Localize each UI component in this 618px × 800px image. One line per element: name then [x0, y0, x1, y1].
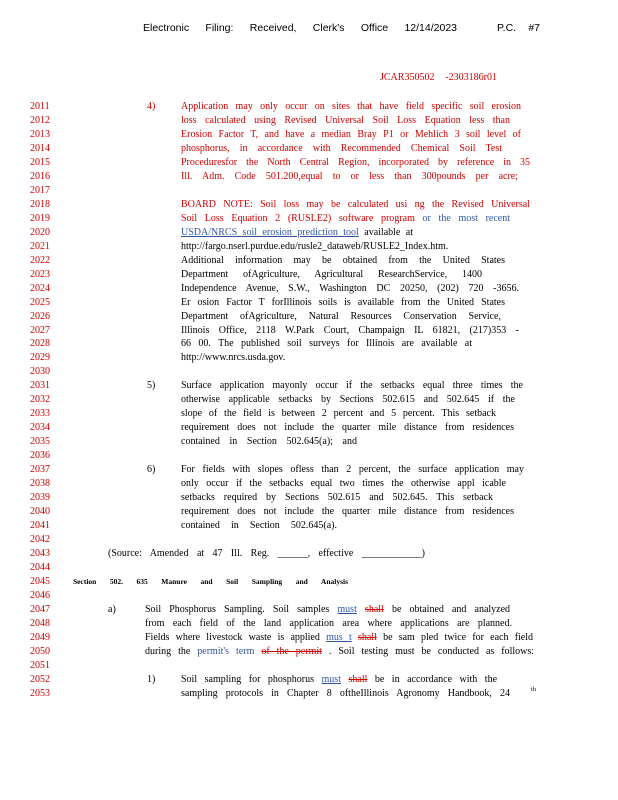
- amended-text: Proceduresfor the North Central Region, incorporated by reference in 35: [181, 156, 530, 168]
- filing-stamp: Electronic Filing: Received, Clerk's Office 12/14/2023: [143, 22, 457, 34]
- text-segment: For fields with slopes ofless than 2 percent, the surface application may: [181, 464, 524, 476]
- line-number: 2021: [30, 240, 50, 252]
- line-number: 2012: [30, 114, 50, 126]
- text-segment: requirement does not include the quarter mile distance from residences: [181, 422, 514, 434]
- text-segment: http://www.nrcs.usda.gov.: [181, 352, 286, 364]
- document-line: [0, 435, 618, 449]
- text-segment: . Soil testing must be conducted as follows:: [328, 645, 535, 657]
- deleted-text: shall: [364, 603, 384, 615]
- document-line: [0, 421, 618, 435]
- text-line: [181, 156, 530, 170]
- document-line: [0, 379, 618, 393]
- blank-line: [0, 659, 618, 673]
- pc-number: P.C. #7: [497, 22, 540, 34]
- document-line: [0, 114, 618, 128]
- document-line: [0, 282, 618, 296]
- text-segment: requirement does not include the quarter mile distance from residences: [181, 506, 514, 518]
- line-number: 2023: [30, 268, 50, 280]
- amended-text: phosphorus, in accordance with Recommended Chemical Soil Test: [181, 142, 502, 154]
- inserted-text: mus t: [326, 631, 352, 643]
- text-segment: be obtained and analyzed: [391, 603, 511, 615]
- line-number: 2022: [30, 254, 50, 266]
- text-segment: Independence Avenue, S.W., Washington DC 20250, (202) 720 -3656.: [181, 282, 519, 294]
- text-line: [181, 100, 521, 114]
- document-line: [0, 240, 618, 254]
- document-line: [0, 212, 618, 226]
- text-segment: http://fargo.nserl.purdue.edu/rusle2_dataweb/RUSLE2_Index.htm.: [181, 240, 449, 252]
- board-note-line: [181, 198, 530, 212]
- document-line: [0, 505, 618, 519]
- line-number: 2053: [30, 687, 50, 699]
- text-segment: only occur if the setbacks equal two times the otherwise appl icable: [181, 478, 506, 490]
- text-line: [145, 617, 512, 631]
- source-note: [108, 547, 425, 561]
- document-line: [0, 324, 618, 338]
- inserted-text: must: [321, 673, 341, 685]
- document-line: [0, 603, 618, 617]
- text-segment: otherwise applicable setbacks by Sections 502.615 and 502.645 if the: [181, 394, 515, 406]
- line-number: 2034: [30, 422, 50, 434]
- deleted-text: shall: [348, 673, 368, 685]
- inserted-text: must: [337, 603, 357, 615]
- text-segment: slope of the field is between 2 percent and 5 percent. This setback: [181, 408, 496, 420]
- text-line: [181, 421, 514, 435]
- line-number: 2031: [30, 380, 50, 392]
- text-line: [181, 128, 521, 142]
- line-number: 2011: [30, 101, 50, 112]
- text-segment: 66 00. The published soil surveys for Illinois are available at: [181, 338, 472, 350]
- text-segment: Additional information may be obtained from the United States: [181, 254, 505, 266]
- line-number: 2024: [30, 282, 50, 294]
- document-line: [0, 296, 618, 310]
- line-number: 2050: [30, 645, 50, 657]
- text-line: [181, 687, 510, 701]
- text-segment: be sam pled twice for each field: [383, 631, 534, 643]
- amended-text: Erosion Factor T, and have a median Bray P1 or Mehlich 3 soil level of: [181, 128, 521, 140]
- document-line: [0, 477, 618, 491]
- line-number: 2032: [30, 394, 50, 406]
- document-line: [0, 198, 618, 212]
- line-number: 2037: [30, 464, 50, 476]
- text-line: [181, 477, 506, 491]
- line-number: 2036: [30, 450, 50, 462]
- text-segment: sampling protocols in Chapter 8 oftheIllinois Agronomy Handbook, 24: [181, 687, 510, 699]
- line-number: 2039: [30, 492, 50, 504]
- text-segment: Section 502. 635 Manure and Soil Sampling and Analysis: [73, 576, 348, 586]
- line-number: 2025: [30, 296, 50, 308]
- document-line: [0, 519, 618, 533]
- document-line: [0, 226, 618, 240]
- line-number: 2029: [30, 352, 50, 364]
- line-number: 2051: [30, 659, 50, 671]
- blank-line: [0, 449, 618, 463]
- document-line: [0, 254, 618, 268]
- text-line: [181, 282, 519, 296]
- text-segment: Soil Phosphorus Sampling. Soil samples: [145, 603, 330, 615]
- superscript-text: th: [531, 685, 537, 693]
- url-text: [181, 351, 285, 365]
- inserted-link-text: USDA/NRCS soil erosion prediction tool: [181, 226, 359, 238]
- inserted-text: permit's term: [197, 645, 255, 657]
- line-number: 2018: [30, 198, 50, 210]
- text-segment: Department ofAgriculture, Natural Resources Conservation Service,: [181, 310, 501, 322]
- document-line: [0, 310, 618, 324]
- text-segment: be in accordance with the: [374, 673, 498, 685]
- line-number: 2041: [30, 520, 50, 532]
- doc-code: JCAR350502 -2303186r01: [380, 72, 497, 83]
- text-segment: setbacks required by Sections 502.615 and 502.645. This setback: [181, 492, 493, 504]
- text-segment: during the: [145, 645, 191, 657]
- document-line: [0, 170, 618, 184]
- text-line: [181, 463, 524, 477]
- text-line: [181, 226, 413, 240]
- document-line: [0, 142, 618, 156]
- text-line: [181, 519, 337, 533]
- text-line: [181, 379, 523, 393]
- line-number: 2013: [30, 128, 50, 140]
- line-number: 2033: [30, 408, 50, 420]
- text-segment: (Source: Amended at 47 Ill. Reg. ______, effective ____________): [108, 548, 425, 559]
- text-segment: from each field of the land application area where applications are planned.: [145, 617, 512, 629]
- text-line: [181, 268, 482, 282]
- text-line: [181, 254, 505, 268]
- text-line: [181, 505, 514, 519]
- text-line: [181, 324, 519, 338]
- list-marker: 1): [147, 673, 156, 685]
- line-number: 2030: [30, 366, 50, 378]
- text-line: [145, 603, 510, 617]
- line-number: 2040: [30, 506, 50, 518]
- document-line: [0, 547, 618, 561]
- text-segment: contained in Section 502.645(a).: [181, 520, 337, 532]
- text-segment: Soil sampling for phosphorus: [181, 673, 315, 685]
- document-line: [0, 617, 618, 631]
- inserted-text: or the most recent: [422, 212, 511, 224]
- text-line: [145, 631, 533, 645]
- text-segment: Department ofAgriculture, Agricultural ResearchService, 1400: [181, 268, 482, 280]
- document-line: [0, 687, 618, 701]
- document-line: [0, 351, 618, 365]
- line-number: 2049: [30, 631, 50, 643]
- text-line: [181, 491, 493, 505]
- document-line: [0, 673, 618, 687]
- text-line: [181, 142, 502, 156]
- text-segment: Fields where livestock waste is applied: [145, 631, 320, 643]
- document-line: [0, 645, 618, 659]
- section-heading: [73, 575, 348, 589]
- amended-text: Soil Loss Equation 2 (RUSLE2) software program: [181, 212, 415, 224]
- text-segment: Er osion Factor T forIllinois soils is available from the United States: [181, 296, 505, 308]
- document-line: [0, 393, 618, 407]
- line-number: 2044: [30, 561, 50, 573]
- line-number: 2052: [30, 673, 50, 685]
- line-number: 2046: [30, 589, 50, 601]
- blank-line: [0, 365, 618, 379]
- text-line: [181, 337, 472, 351]
- document-line: [0, 268, 618, 282]
- text-line: [181, 435, 357, 449]
- document-line: [0, 575, 618, 589]
- line-number: 2015: [30, 156, 50, 168]
- line-number: 2043: [30, 548, 50, 559]
- line-number: 2035: [30, 436, 50, 448]
- url-text: [181, 240, 448, 254]
- text-line: [181, 296, 505, 310]
- document-line: [0, 463, 618, 477]
- blank-line: [0, 184, 618, 198]
- amended-text: Application may only occur on sites that have field specific soil erosion: [181, 101, 521, 112]
- line-number: 2016: [30, 170, 50, 182]
- line-number: 2028: [30, 338, 50, 350]
- document-line: [0, 407, 618, 421]
- text-segment: Illinois Office, 2118 W.Park Court, Champaign IL 61821, (217)353 -: [181, 324, 519, 336]
- amended-text: loss calculated using Revised Universal Soil Loss Equation less than: [181, 114, 510, 126]
- line-number: 2038: [30, 478, 50, 490]
- list-marker: 6): [147, 464, 156, 476]
- document-line: [0, 128, 618, 142]
- text-line: [181, 212, 510, 226]
- deleted-text: shall: [357, 631, 377, 643]
- blank-line: [0, 561, 618, 575]
- text-line: [181, 170, 518, 184]
- line-number: 2048: [30, 617, 50, 629]
- text-line: [181, 393, 515, 407]
- numbered-text-body: [0, 100, 618, 701]
- text-line: [181, 310, 501, 324]
- line-number: 2026: [30, 310, 50, 322]
- text-segment: Surface application mayonly occur if the setbacks equal three times the: [181, 380, 523, 392]
- line-number: 2047: [30, 603, 50, 615]
- line-number: 2020: [30, 226, 50, 238]
- text-line: [181, 114, 510, 128]
- amended-text: Ill. Adm. Code 501.200,equal to or less than 300pounds per acre;: [181, 170, 518, 182]
- line-number: 2027: [30, 324, 50, 336]
- line-number: 2014: [30, 142, 50, 154]
- blank-line: [0, 589, 618, 603]
- line-number: 2042: [30, 534, 50, 546]
- text-segment: contained in Section 502.645(a); and: [181, 436, 357, 448]
- text-line: [145, 645, 534, 659]
- text-line: [181, 407, 496, 421]
- amended-text: BOARD NOTE: Soil loss may be calculated usi ng the Revised Universal: [181, 198, 530, 210]
- list-marker: a): [108, 603, 116, 615]
- line-number: 2017: [30, 184, 50, 196]
- list-marker: 4): [147, 101, 156, 112]
- text-segment: available at: [364, 226, 413, 238]
- document-line: [0, 100, 618, 114]
- list-marker: 5): [147, 380, 156, 392]
- deleted-text: of the permit: [261, 645, 322, 657]
- blank-line: [0, 533, 618, 547]
- text-line: [181, 673, 497, 687]
- document-line: [0, 337, 618, 351]
- line-number: 2045: [30, 575, 50, 587]
- line-number: 2019: [30, 212, 50, 224]
- document-line: [0, 156, 618, 170]
- document-line: [0, 491, 618, 505]
- document-line: [0, 631, 618, 645]
